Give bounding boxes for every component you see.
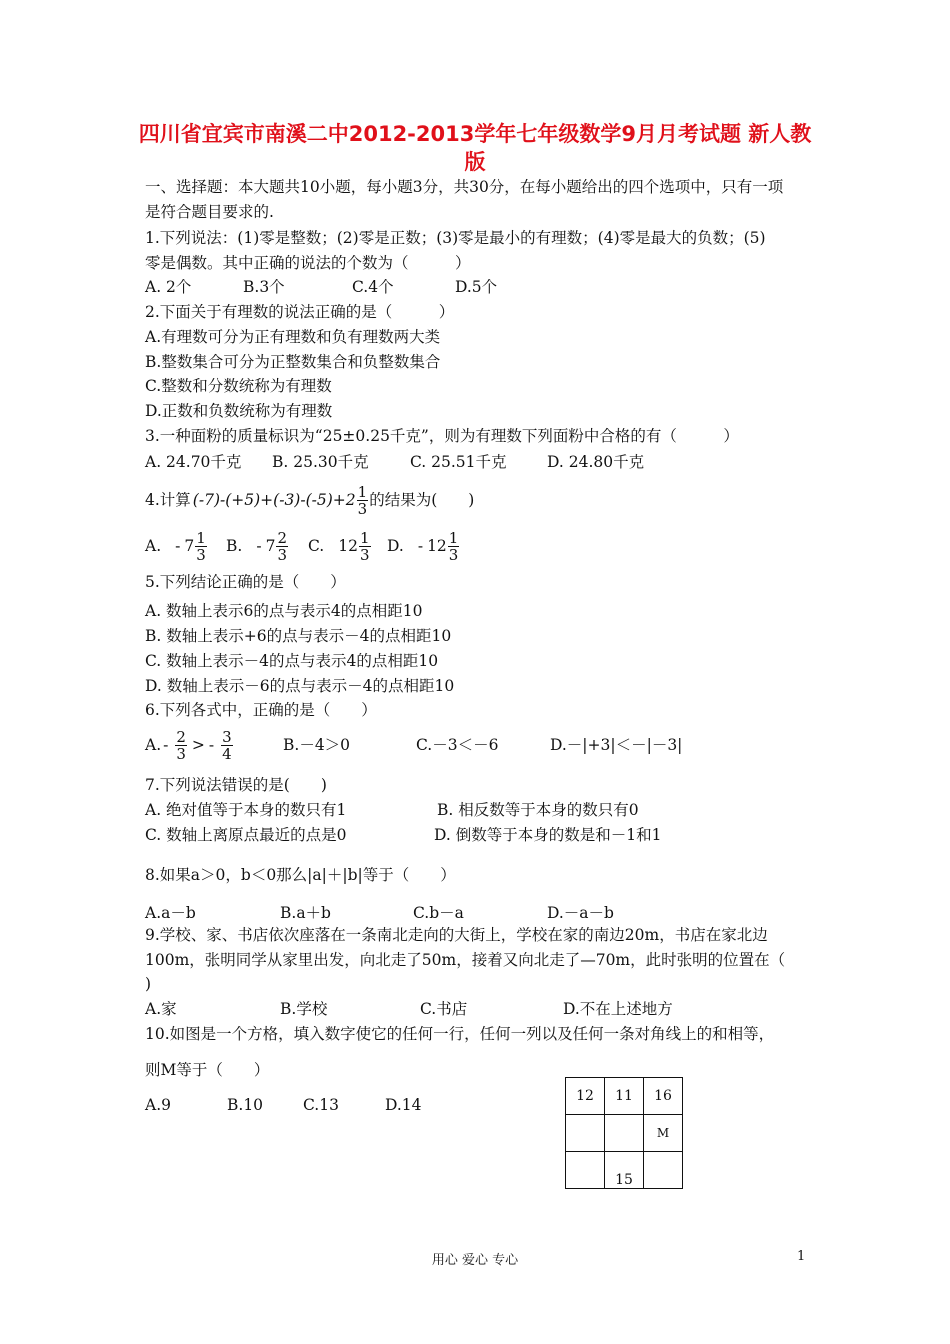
q4-prefix: 4.计算 <box>145 491 191 509</box>
q10-stem-line1: 10.如图是一个方格，填入数字使它的任何一行，任何一列以及任何一条对角线上的和相等， <box>145 1025 775 1043</box>
q6-option-c: C.－3＜－6 <box>416 736 499 754</box>
q8-option-c: C.b－a <box>413 904 464 922</box>
q6-option-a-numerator2: 3 <box>222 727 232 746</box>
q4-option-b-fraction <box>276 530 288 563</box>
q4-option-d-whole: 12 <box>427 537 447 555</box>
q4-option-d-numerator: 1 <box>448 528 459 547</box>
q6-option-a-minus1: - <box>163 736 169 754</box>
q5-option-b: B. 数轴上表示+6的点与表示－4的点相距10 <box>145 627 452 645</box>
q9-option-c: C.书店 <box>420 1000 468 1018</box>
q2-option-a: A.有理数可分为正有理数和负有理数两大类 <box>145 328 441 346</box>
q10-option-c: C.13 <box>303 1096 339 1114</box>
q4-option-a-fraction <box>195 530 207 563</box>
q4-option-d-fraction <box>448 530 460 563</box>
q4-option-b-label: B. <box>226 537 243 555</box>
q1-option-a: A. 2个 <box>145 278 192 296</box>
grid-cell <box>566 1152 605 1189</box>
grid-cell: M <box>644 1115 683 1152</box>
section-instruction-line1: 一、选择题：本大题共10小题，每小题3分，共30分，在每小题给出的四个选项中，只有一项 <box>145 178 784 196</box>
q6-option-a-denominator2: 4 <box>222 744 232 763</box>
q9-option-b: B.学校 <box>280 1000 328 1018</box>
q4-option-c <box>308 526 372 566</box>
page-footer: 用心 爱心 专心 <box>431 1253 519 1268</box>
q4-expression: (-7)-(+5)+(-3)-(-5)+2 <box>192 491 356 509</box>
q4-option-b <box>226 526 289 566</box>
magic-square-grid <box>565 1077 683 1189</box>
q4-option-d-label: D. <box>387 537 404 555</box>
q3-stem: 3.一种面粉的质量标识为“25±0.25千克”，则为有理数下列面粉中合格的有（ ） <box>145 427 739 445</box>
grid-cell: 12 <box>566 1078 605 1115</box>
q6-option-a-numerator1: 2 <box>176 727 186 746</box>
q2-option-b: B.整数集合可分为正整数集合和负整数集合 <box>145 353 441 371</box>
q3-option-c: C. 25.51千克 <box>410 453 507 471</box>
q4-option-a-sign: - <box>175 537 181 555</box>
q1-stem-line2: 零是偶数。其中正确的说法的个数为（ ） <box>145 254 471 272</box>
q4-stem <box>145 480 474 520</box>
q3-option-d: D. 24.80千克 <box>547 453 645 471</box>
q10-option-b: B.10 <box>227 1096 264 1114</box>
q4-option-c-numerator: 1 <box>359 528 370 547</box>
q2-option-c: C.整数和分数统称为有理数 <box>145 377 332 395</box>
q6-option-a <box>145 725 234 765</box>
grid-cell <box>644 1152 683 1189</box>
q1-option-c: C.4个 <box>352 278 394 296</box>
section-instruction-line2: 是符合题目要求的. <box>145 203 274 221</box>
q4-option-b-sign: - <box>256 537 262 555</box>
q5-option-c: C. 数轴上表示－4的点与表示4的点相距10 <box>145 652 439 670</box>
q4-suffix: 的结果为( ) <box>369 491 475 509</box>
q7-option-a: A. 绝对值等于本身的数只有1 <box>145 801 347 819</box>
q5-option-d: D. 数轴上表示－6的点与表示－4的点相距10 <box>145 677 455 695</box>
q4-option-a-label: A. <box>145 537 162 555</box>
q6-option-a-fraction1 <box>175 729 187 762</box>
q6-option-a-minus2: - <box>208 736 215 754</box>
grid-row <box>566 1078 683 1115</box>
grid-cell: 16 <box>644 1078 683 1115</box>
page-title: 四川省宜宾市南溪二中2012-2013学年七年级数学9月月考试题 新人教版 <box>138 122 812 174</box>
q6-option-a-operator: > <box>191 736 205 754</box>
q4-option-b-numerator: 2 <box>277 528 287 547</box>
grid-cell: 11 <box>605 1078 644 1115</box>
q6-option-a-fraction2 <box>221 729 233 762</box>
grid-cell: 15 <box>605 1152 644 1189</box>
q7-option-d: D. 倒数等于本身的数是和－1和1 <box>434 826 662 844</box>
q4-option-d-sign: - <box>417 537 424 555</box>
q4-option-c-label: C. <box>308 537 325 555</box>
q4-option-d <box>387 526 460 566</box>
q9-stem-line1: 9.学校、家、书店依次座落在一条南北走向的大街上，学校在家的南边20m，书店在家北边 <box>145 926 768 944</box>
q4-option-b-denominator: 3 <box>277 545 287 564</box>
q4-option-a-denominator: 3 <box>196 545 206 564</box>
q4-option-a <box>145 526 208 566</box>
q4-fraction <box>357 484 369 517</box>
q4-option-b-whole: 7 <box>265 537 276 555</box>
q9-stem-line3: ) <box>145 975 152 993</box>
q4-fraction-numerator: 1 <box>357 482 368 501</box>
q2-option-d: D.正数和负数统称为有理数 <box>145 402 333 420</box>
q8-option-d: D.－a－b <box>547 904 614 922</box>
q9-option-d: D.不在上述地方 <box>563 1000 673 1018</box>
q2-stem: 2.下面关于有理数的说法正确的是（ ） <box>145 303 455 321</box>
q8-stem: 8.如果a＞0，b＜0那么|a|＋|b|等于（ ） <box>145 866 456 884</box>
grid-row <box>566 1115 683 1152</box>
q1-option-b: B.3个 <box>243 278 285 296</box>
q1-option-d: D.5个 <box>455 278 498 296</box>
grid-row <box>566 1152 683 1189</box>
q4-option-d-denominator: 3 <box>448 545 459 564</box>
q10-option-a: A.9 <box>145 1096 171 1114</box>
q9-option-a: A.家 <box>145 1000 177 1018</box>
q6-option-a-denominator1: 3 <box>176 744 186 763</box>
q4-option-c-whole: 12 <box>338 537 358 555</box>
q1-stem-line1: 1.下列说法：(1)零是整数；(2)零是正数；(3)零是最小的有理数；(4)零是最大的负数；(5) <box>145 229 766 247</box>
q9-stem-line2: 100m，张明同学从家里出发，向北走了50m，接着又向北走了—70m，此时张明的位置在（ <box>145 951 786 969</box>
q6-option-b: B.－4＞0 <box>283 736 351 754</box>
q6-option-a-label: A. <box>145 736 162 754</box>
q4-fraction-denominator: 3 <box>357 499 368 518</box>
q4-option-c-fraction <box>359 530 371 563</box>
grid-cell <box>566 1115 605 1152</box>
q6-stem: 6.下列各式中，正确的是（ ） <box>145 701 377 719</box>
q3-option-a: A. 24.70千克 <box>145 453 242 471</box>
page-number: 1 <box>797 1249 806 1264</box>
q8-option-b: B.a＋b <box>280 904 331 922</box>
q4-option-c-denominator: 3 <box>359 545 370 564</box>
q7-option-c: C. 数轴上离原点最近的点是0 <box>145 826 347 844</box>
q5-stem: 5.下列结论正确的是（ ） <box>145 573 346 591</box>
q7-stem: 7.下列说法错误的是( ) <box>145 776 327 794</box>
q5-option-a: A. 数轴上表示6的点与表示4的点相距10 <box>145 602 423 620</box>
q4-option-a-numerator: 1 <box>196 528 206 547</box>
q10-stem-line2: 则M等于（ ） <box>145 1061 270 1079</box>
q10-option-d: D.14 <box>385 1096 422 1114</box>
q8-option-a: A.a－b <box>145 904 196 922</box>
q7-option-b: B. 相反数等于本身的数只有0 <box>437 801 639 819</box>
q3-option-b: B. 25.30千克 <box>272 453 369 471</box>
q6-option-d: D.－|+3|＜－|－3| <box>550 736 683 754</box>
grid-cell <box>605 1115 644 1152</box>
q4-option-a-whole: 7 <box>184 537 195 555</box>
